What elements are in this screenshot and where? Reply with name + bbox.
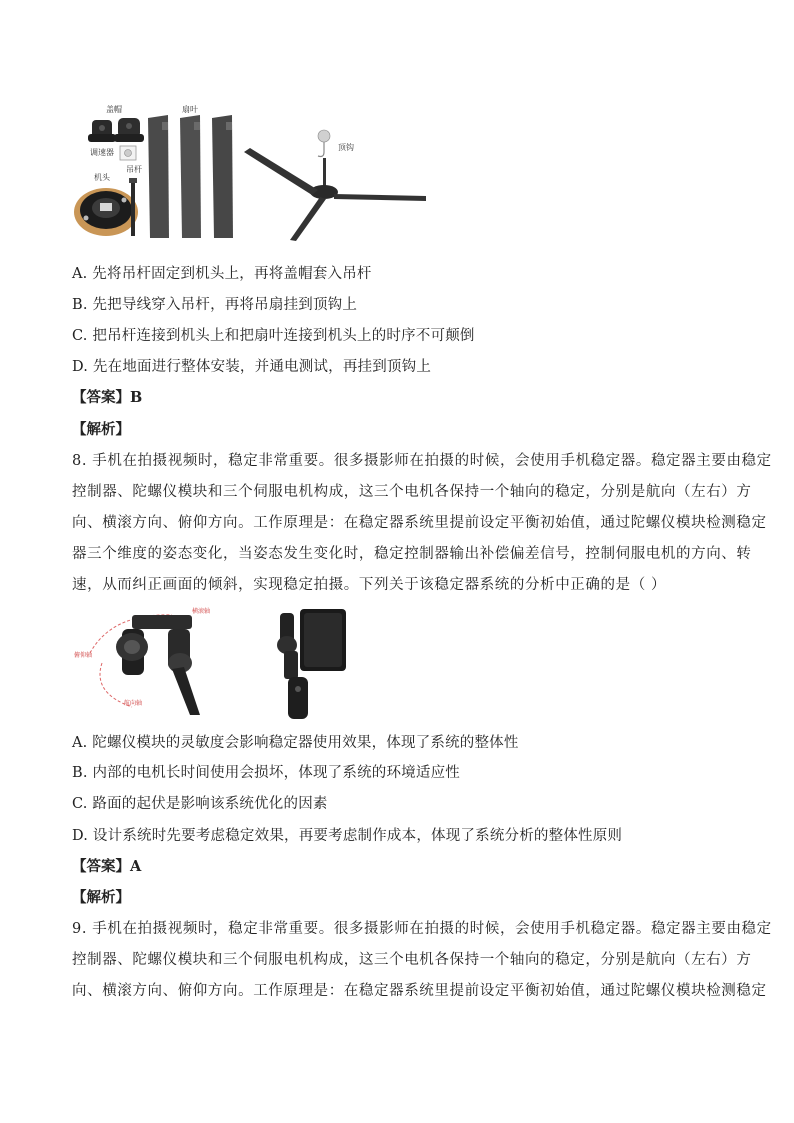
q8-option-d: D. 设计系统时先要考虑稳定效果，再要考虑制作成本，体现了系统分析的整体性原则 bbox=[72, 828, 623, 844]
blade-image bbox=[148, 115, 233, 238]
rod-label: 吊杆 bbox=[126, 165, 142, 174]
q8-analysis: 【解析】 bbox=[72, 889, 130, 906]
motor-label: 机头 bbox=[94, 173, 110, 182]
q7-option-d: D. 先在地面进行整体安装，并通电测试，再挂到顶钩上 bbox=[72, 359, 432, 375]
speed-controller-image bbox=[120, 146, 136, 160]
q8-option-a: A. 陀螺仪模块的灵敏度会影响稳定器使用效果，体现了系统的整体性 bbox=[72, 735, 519, 751]
q7-answer: 【答案】B bbox=[72, 389, 143, 406]
q9-stem-line: 9. 手机在拍摄视频时，稳定非常重要。很多摄影师在拍摄的时候，会使用手机稳定器。稳定器主要由稳定 bbox=[72, 921, 772, 937]
ceiling-fan-parts-figure bbox=[72, 100, 432, 242]
q8-stem bbox=[72, 446, 772, 601]
motor-image bbox=[74, 188, 138, 236]
phone-stabilizer-figure bbox=[72, 603, 362, 721]
hook-label: 顶钩 bbox=[338, 143, 354, 152]
yaw-axis-label: 航向轴 bbox=[124, 700, 143, 707]
q8-option-b: B. 内部的电机长时间使用会损坏，体现了系统的环境适应性 bbox=[72, 765, 460, 781]
q8-stem-line: 速，从而纠正画面的倾斜，实现稳定拍摄。下列关于该稳定器系统的分析中正确的是（ ） bbox=[72, 577, 667, 593]
stabilizer-front-image bbox=[277, 609, 346, 719]
q8-answer: 【答案】A bbox=[72, 858, 142, 875]
q8-option-c: C. 路面的起伏是影响该系统优化的因素 bbox=[72, 796, 328, 812]
q9-stem-line: 控制器、陀螺仪模块和三个伺服电机构成，这三个电机各保持一个轴向的稳定，分别是航向（左右）方 bbox=[72, 952, 752, 968]
q9-stem bbox=[72, 914, 772, 1007]
roll-axis-label: 横滚轴 bbox=[192, 608, 211, 615]
q8-stem-line: 向、横滚方向、俯仰方向。工作原理是：在稳定器系统里提前设定平衡初始值，通过陀螺仪模块检测稳定 bbox=[72, 515, 767, 531]
cap-image bbox=[88, 118, 144, 142]
q8-stem-line: 8. 手机在拍摄视频时，稳定非常重要。很多摄影师在拍摄的时候，会使用手机稳定器。稳定器主要由稳定 bbox=[72, 453, 772, 469]
stabilizer-side-image bbox=[74, 607, 210, 715]
q7-option-b: B. 先把导线穿入吊杆，再将吊扇挂到顶钩上 bbox=[72, 297, 358, 313]
q7-analysis: 【解析】 bbox=[72, 421, 130, 438]
q8-stem-line: 器三个维度的姿态变化，当姿态发生变化时，稳定控制器输出补偿偏差信号，控制伺服电机的方向、转 bbox=[72, 546, 752, 562]
q7-option-a: A. 先将吊杆固定到机头上，再将盖帽套入吊杆 bbox=[72, 266, 372, 282]
q7-option-c: C. 把吊杆连接到机头上和把扇叶连接到机头上的时序不可颠倒 bbox=[72, 328, 475, 344]
cap-label: 盖帽 bbox=[106, 105, 122, 114]
q8-stem-line: 控制器、陀螺仪模块和三个伺服电机构成，这三个电机各保持一个轴向的稳定，分别是航向（左右）方 bbox=[72, 484, 752, 500]
speed-controller-label: 调速器 bbox=[90, 148, 114, 157]
q9-stem-line: 向、横滚方向、俯仰方向。工作原理是：在稳定器系统里提前设定平衡初始值，通过陀螺仪模块检测稳定 bbox=[72, 983, 767, 999]
pitch-axis-label: 俯仰轴 bbox=[74, 652, 93, 659]
blade-label: 扇叶 bbox=[182, 105, 198, 114]
assembled-fan-image bbox=[244, 130, 426, 241]
